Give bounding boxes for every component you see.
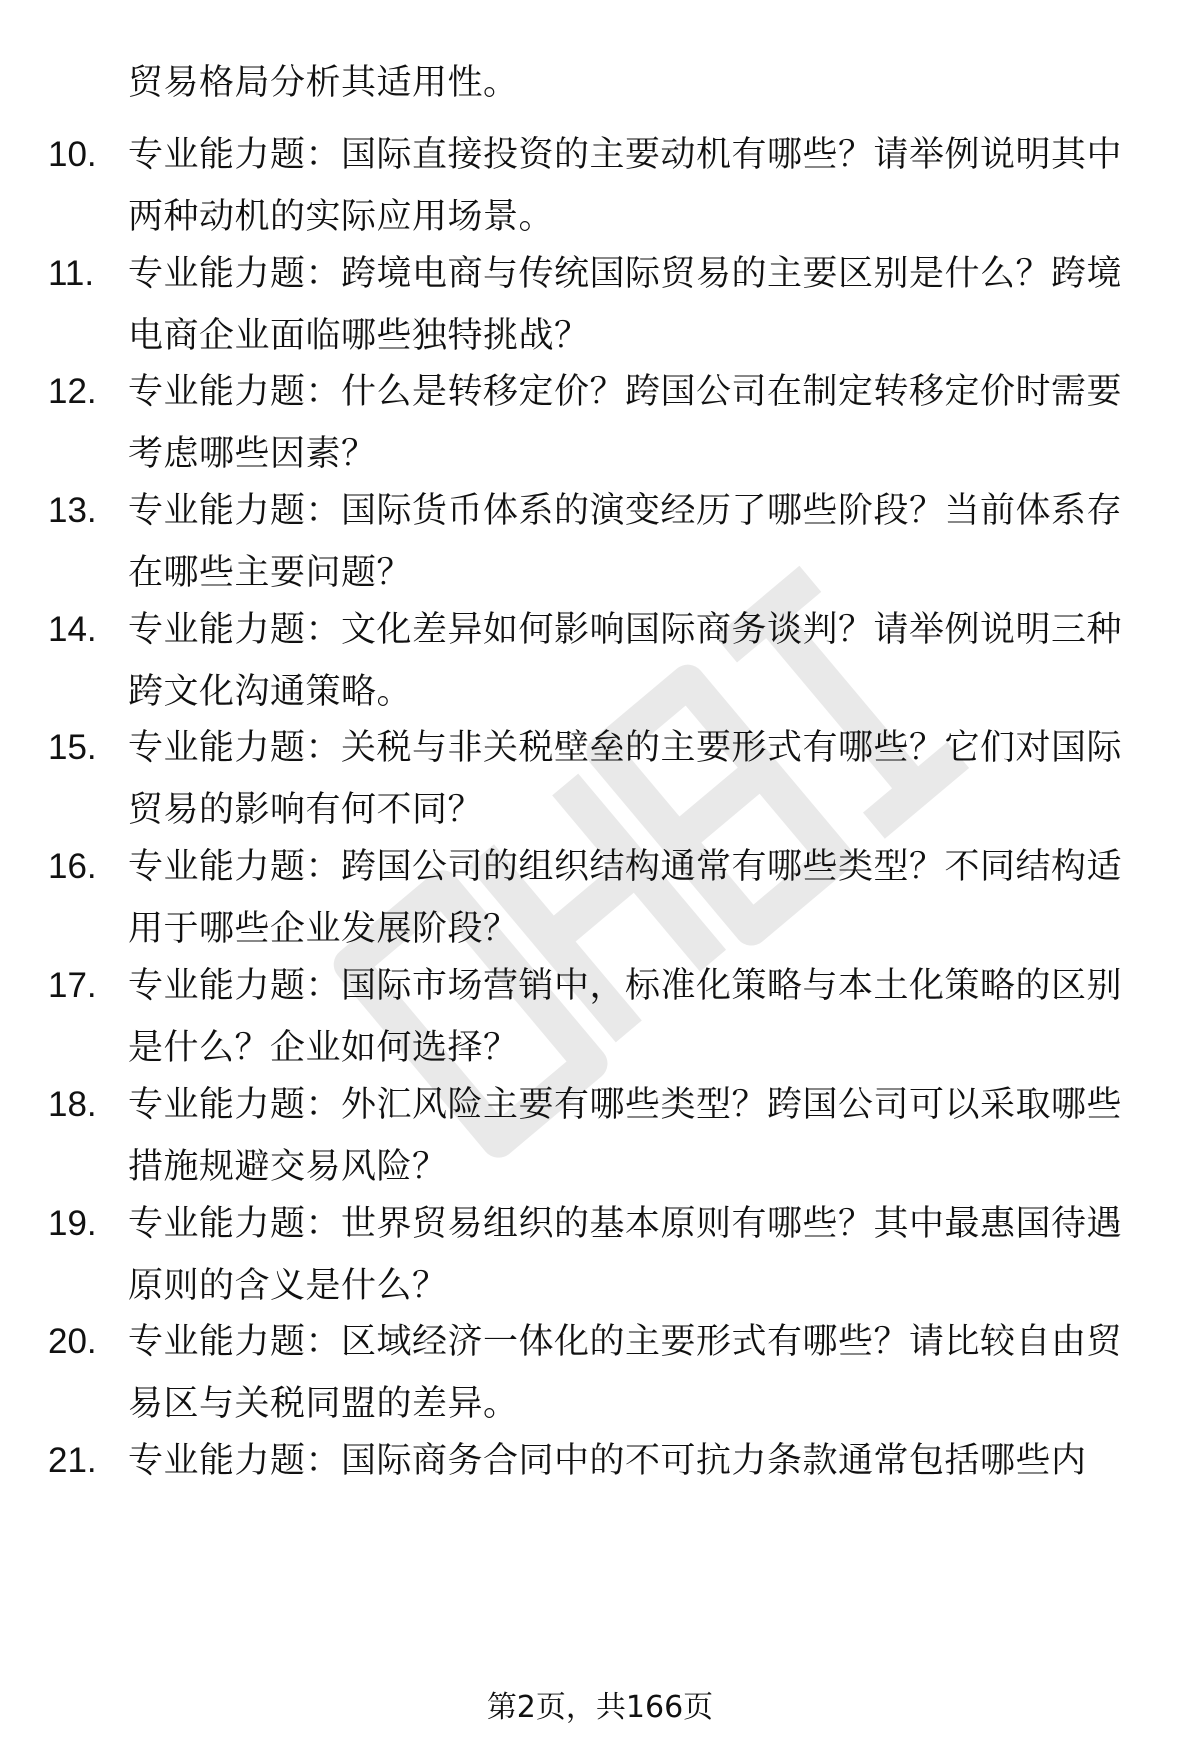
item-number: 19. bbox=[48, 1204, 97, 1243]
item-number: 11. bbox=[48, 254, 95, 293]
item-number: 17. bbox=[48, 966, 97, 1005]
item-text: 专业能力题：区域经济一体化的主要形式有哪些？请比较自由贸易区与关税同盟的差异。 bbox=[128, 1322, 1123, 1424]
continuation-text: 贸易格局分析其适用性。 bbox=[128, 63, 519, 103]
item-text: 专业能力题：关税与非关税壁垒的主要形式有哪些？它们对国际贸易的影响有何不同？ bbox=[128, 728, 1123, 830]
item-text: 专业能力题：什么是转移定价？跨国公司在制定转移定价时需要考虑哪些因素？ bbox=[128, 372, 1123, 474]
item-number: 10. bbox=[48, 135, 97, 174]
item-number: 16. bbox=[48, 847, 97, 886]
page-footer: 第2页，共166页 bbox=[486, 1690, 714, 1725]
item-number: 20. bbox=[48, 1322, 97, 1361]
item-text: 专业能力题：国际商务合同中的不可抗力条款通常包括哪些内 bbox=[128, 1441, 1087, 1481]
item-text: 专业能力题：世界贸易组织的基本原则有哪些？其中最惠国待遇原则的含义是什么？ bbox=[128, 1204, 1123, 1306]
item-number: 15. bbox=[48, 728, 97, 767]
item-number: 13. bbox=[48, 491, 97, 530]
item-text: 专业能力题：跨境电商与传统国际贸易的主要区别是什么？跨境电商企业面临哪些独特挑战？ bbox=[128, 254, 1123, 356]
item-number: 14. bbox=[48, 610, 97, 649]
item-text: 专业能力题：跨国公司的组织结构通常有哪些类型？不同结构适用于哪些企业发展阶段？ bbox=[128, 847, 1123, 949]
item-number: 18. bbox=[48, 1085, 97, 1124]
item-text: 专业能力题：文化差异如何影响国际商务谈判？请举例说明三种跨文化沟通策略。 bbox=[128, 610, 1123, 712]
item-text: 专业能力题：国际市场营销中，标准化策略与本土化策略的区别是什么？企业如何选择？ bbox=[128, 966, 1123, 1068]
item-number: 21. bbox=[48, 1441, 97, 1480]
item-number: 12. bbox=[48, 372, 97, 411]
item-text: 专业能力题：国际货币体系的演变经历了哪些阶段？当前体系存在哪些主要问题？ bbox=[128, 491, 1123, 593]
item-text: 专业能力题：外汇风险主要有哪些类型？跨国公司可以采取哪些措施规避交易风险？ bbox=[128, 1085, 1123, 1187]
item-text: 专业能力题：国际直接投资的主要动机有哪些？请举例说明其中两种动机的实际应用场景。 bbox=[128, 135, 1123, 237]
